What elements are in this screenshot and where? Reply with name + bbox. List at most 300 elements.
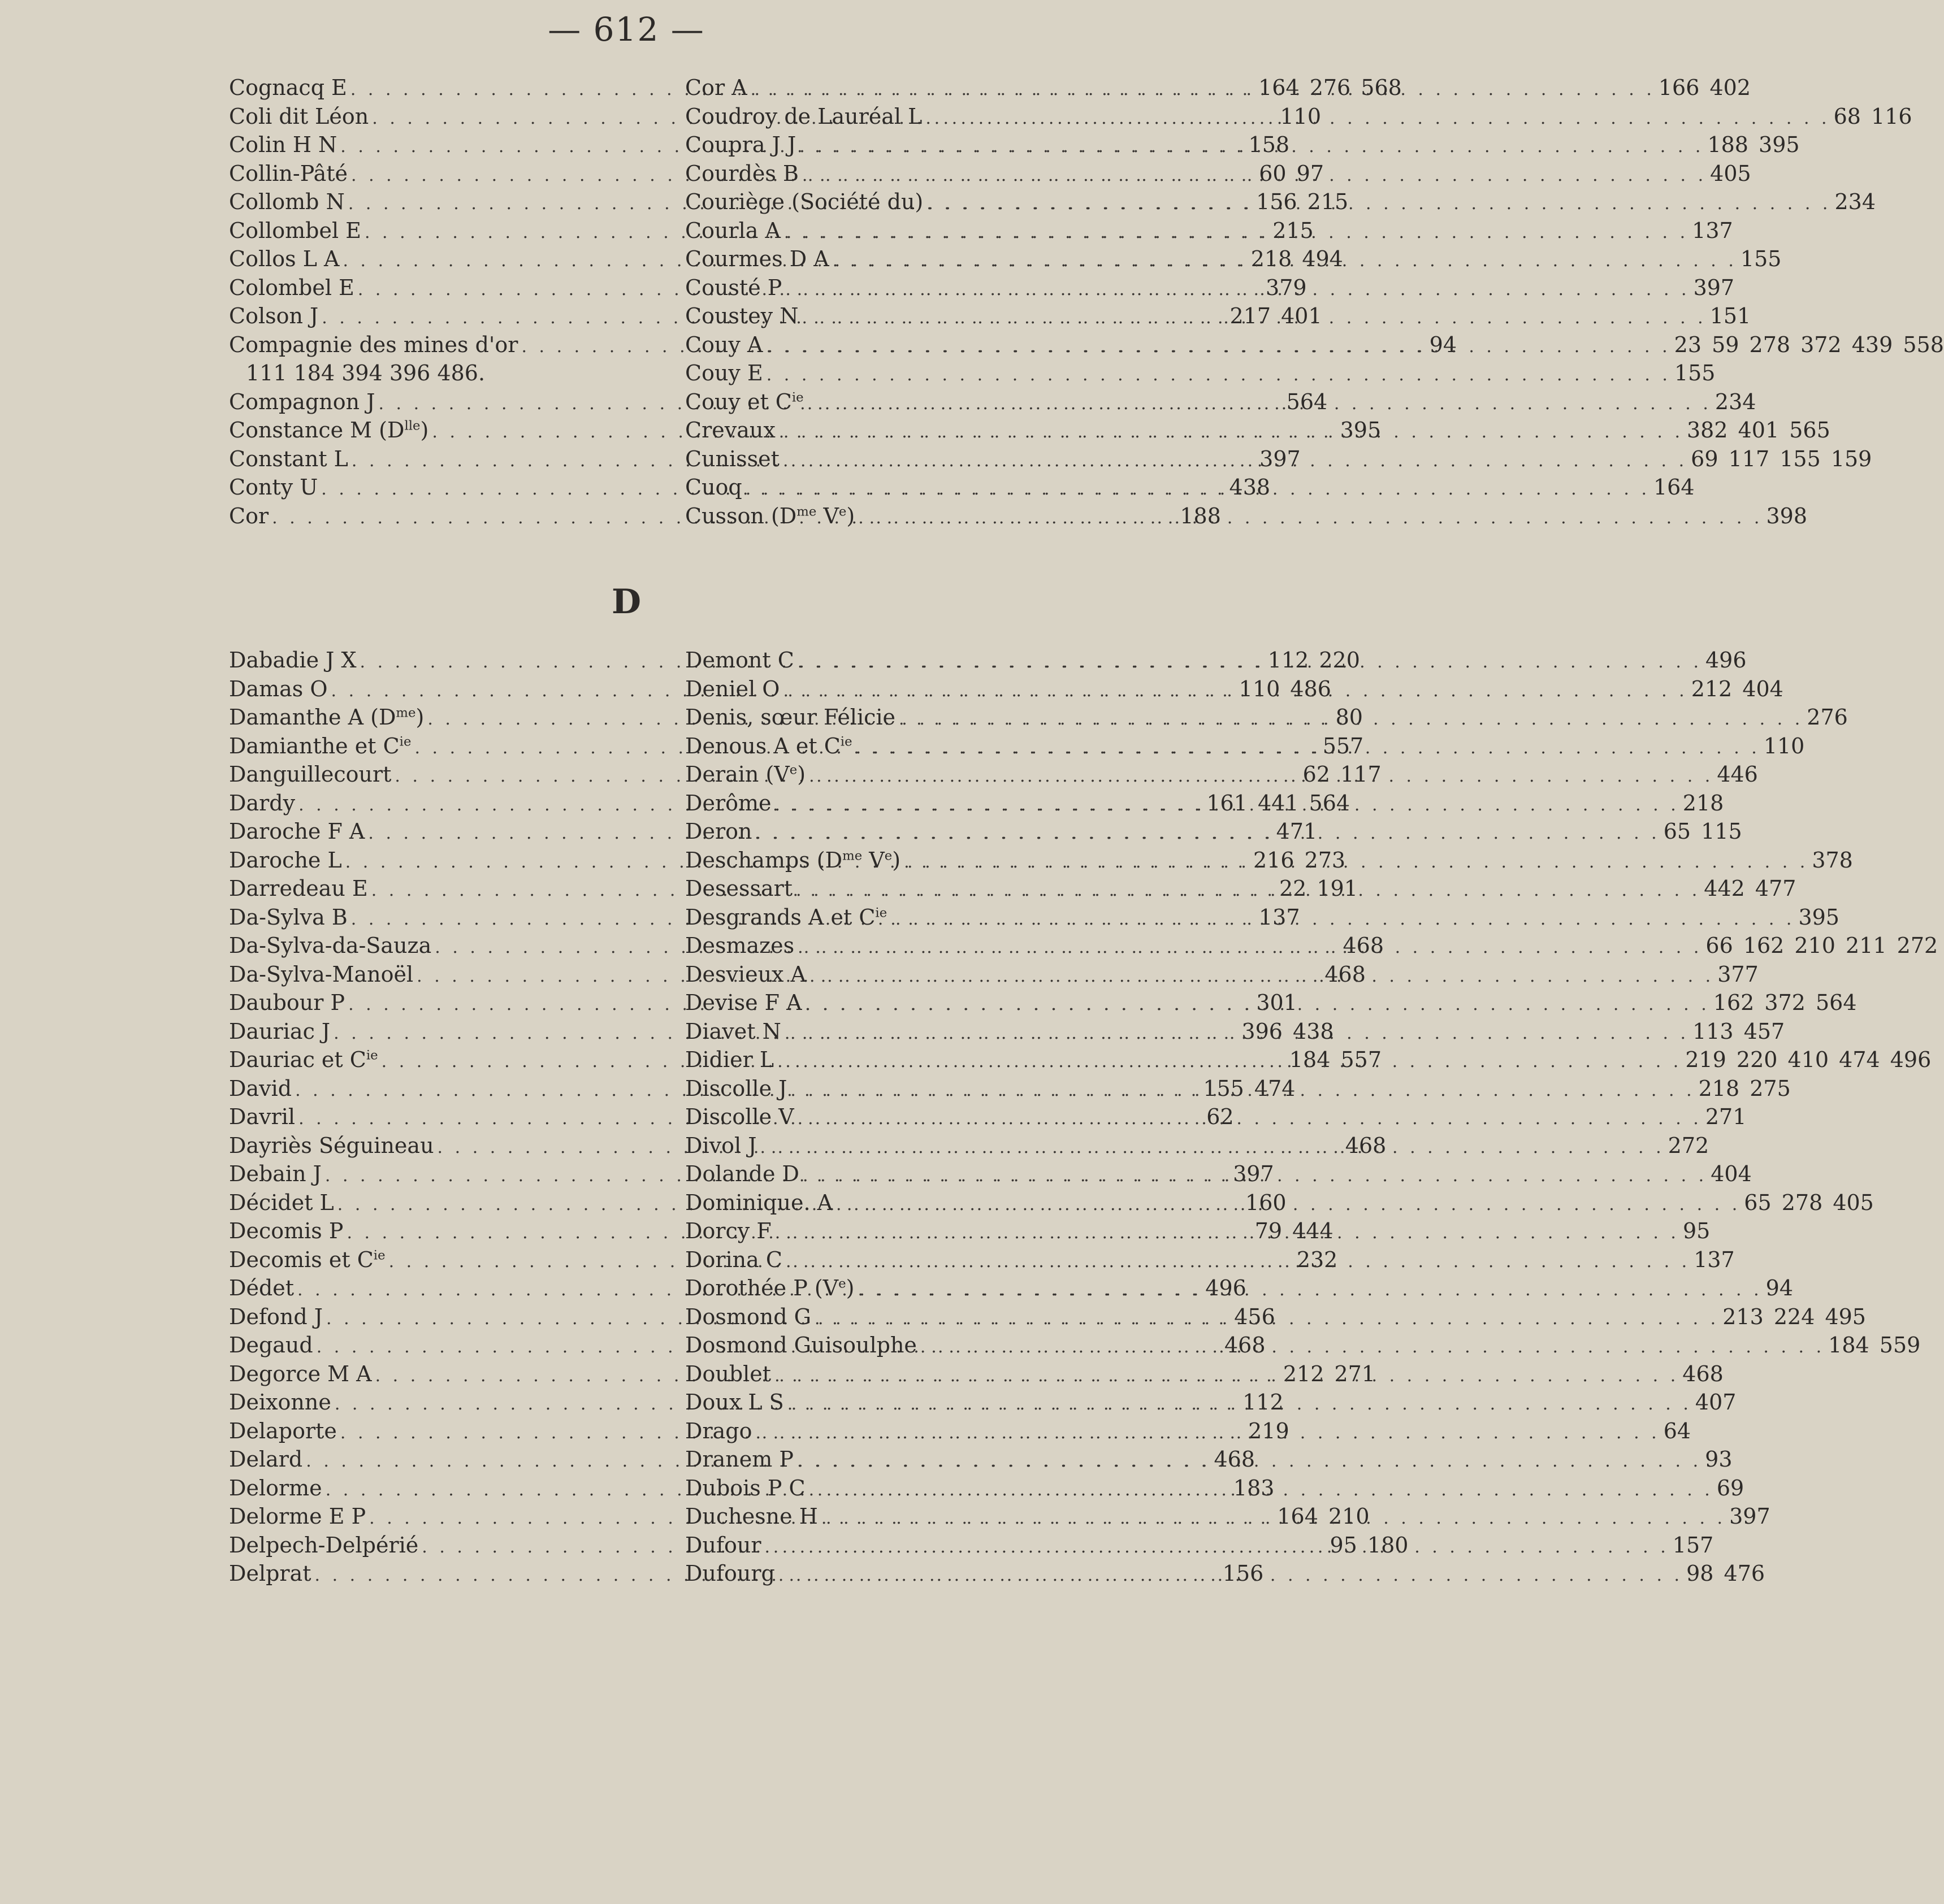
entry-name-text: Degaud: [229, 1333, 313, 1357]
entry-name: [685, 817, 752, 846]
entry-name: [229, 1360, 372, 1389]
entry-pages: 137: [1692, 218, 1733, 243]
entry-name-superscript: me: [796, 504, 817, 519]
entry-name: [229, 874, 368, 903]
entry-pages: 110: [1280, 103, 1322, 129]
entry-pages: 468: [1214, 1447, 1255, 1472]
entry-name: [229, 388, 375, 417]
entry-name-suffix: ): [797, 762, 806, 787]
entry-pages: 65 278 405: [1744, 1190, 1874, 1215]
entry-name-text: Degorce M A: [229, 1361, 372, 1386]
entry-pages: 137: [1258, 904, 1300, 930]
entry-name: [685, 1331, 917, 1360]
entry-name-text: Deixonne: [229, 1390, 331, 1415]
entry-name: [685, 1017, 781, 1046]
entry-pages: 397: [1693, 275, 1735, 300]
entry-name: [685, 131, 796, 159]
entry-name: [229, 1531, 418, 1560]
entry-pages: 215: [1272, 218, 1314, 243]
entry-name-text: Delaporte: [229, 1418, 337, 1443]
entry-name-superscript: ie: [373, 1247, 386, 1263]
entry-pages: 60 97: [1259, 161, 1324, 186]
entry-name-text: Couy et C: [685, 389, 792, 414]
entry-pages: 162 372 564: [1713, 990, 1857, 1015]
entry-name-text: Collomb N: [229, 189, 345, 214]
entry-name-text: Deschamps (D: [685, 847, 843, 873]
entry-name-text: Delorme E P: [229, 1504, 366, 1529]
entry-name-text: Courmes D A: [685, 246, 829, 271]
entry-name-text: Danguillecourt: [229, 762, 392, 787]
entry-name-superscript: ie: [840, 734, 852, 749]
entry-pages: 378: [1812, 847, 1853, 873]
entry-name-text: Courla A: [685, 218, 781, 243]
dot-leader: [802, 162, 1707, 190]
entry-pages: 232: [1296, 1247, 1338, 1272]
dot-leader: [815, 1305, 1719, 1334]
entry-name: [685, 1046, 774, 1074]
entry-name-text: Daubour P: [229, 990, 345, 1015]
entry-name-text: Coupra J J: [685, 132, 796, 157]
entry-name-text: Dosmond Guisoulphe: [685, 1333, 917, 1357]
entry-name: [229, 1131, 434, 1160]
entry-name: [685, 473, 742, 502]
entry-pages: 156 215: [1256, 189, 1349, 214]
entry-name: [685, 102, 922, 131]
entry-pages: 65 115: [1663, 819, 1742, 844]
dot-leader: [785, 1020, 1689, 1048]
entry-name: [685, 789, 772, 818]
entry-pages: 218: [1682, 790, 1724, 816]
entry-pages: 62: [1206, 1104, 1234, 1129]
entry-name-text: Cor A: [685, 75, 747, 100]
entry-pages: 166 402: [1658, 75, 1751, 100]
entry-name: [685, 73, 747, 102]
entry-pages: 219: [1248, 1418, 1289, 1443]
entry-name: [229, 817, 365, 846]
entry-name-text: Damianthe et C: [229, 733, 400, 758]
entry-name-superscript: ie: [875, 905, 887, 920]
entry-pages: 438: [1229, 475, 1271, 500]
entry-pages: 218 494: [1250, 246, 1343, 271]
entry-pages: 217 401: [1229, 303, 1322, 328]
entry-name-text: David: [229, 1075, 292, 1101]
entry-name: [229, 1331, 313, 1360]
entry-pages: 272: [1668, 1133, 1709, 1158]
entry-pages: 69 117 155 159: [1691, 446, 1872, 471]
entry-name: [229, 1388, 331, 1417]
dot-leader: [833, 247, 1737, 276]
entry-name-text: Drago: [685, 1418, 752, 1443]
dot-leader: [899, 705, 1803, 734]
entry-name-text: Desgrands A et C: [685, 904, 876, 930]
entry-name-text: Desvieux A: [685, 961, 806, 987]
entry-pages: 80: [1335, 705, 1363, 730]
entry-name-text: Dubois P C: [685, 1475, 806, 1500]
entry-name: [229, 1445, 302, 1474]
entry-pages: 468: [1343, 933, 1384, 958]
entry-name-text: Dorcy F: [685, 1218, 772, 1243]
entry-name: [229, 416, 428, 445]
entry-name-text: Colson J: [229, 303, 319, 328]
dot-leader: [798, 934, 1702, 962]
entry-name: [685, 388, 804, 417]
entry-name-text: Collombel E: [229, 218, 361, 243]
entry-name-suffix: V: [862, 847, 885, 873]
entry-name: [685, 1103, 794, 1131]
entry-name-text: Damanthe A (D: [229, 705, 396, 730]
dot-leader: [767, 361, 1671, 390]
entry-pages: 398: [1766, 503, 1808, 528]
entry-pages: 156: [1222, 1561, 1264, 1586]
entry-pages: 64: [1663, 1418, 1691, 1443]
entry-name-text: Crevaux: [685, 418, 776, 443]
entry-name: [229, 102, 369, 131]
entry-name-text: Desessart: [685, 876, 793, 901]
entry-pages: 397: [1259, 446, 1301, 471]
entry-pages: 137: [1694, 1247, 1735, 1272]
entry-pages: 407: [1695, 1390, 1737, 1415]
entry-name-text: Divol J: [685, 1133, 757, 1158]
entry-pages: 93: [1705, 1447, 1733, 1472]
entry-name: [229, 1074, 292, 1103]
entry-name-text: Conty U: [229, 475, 318, 500]
entry-name-suffix: ): [846, 503, 855, 528]
entry-name-text: Decomis et C: [229, 1247, 374, 1272]
entry-name-text: Cuoq: [685, 475, 742, 500]
entry-name-text: Collos L A: [229, 246, 340, 271]
entry-name: [229, 302, 318, 331]
entry-pages: 471: [1276, 819, 1318, 844]
entry-name-text: Compagnie des mines d'or: [229, 332, 518, 357]
entry-name-superscript: e: [838, 504, 847, 519]
entry-name-text: Dayriès Séguineau: [229, 1133, 434, 1158]
entry-pages: 405: [1710, 161, 1751, 186]
entry-name-text: Derôme: [685, 790, 772, 816]
entry-name-superscript: e: [884, 848, 893, 863]
entry-name: [229, 159, 348, 188]
dot-leader: [802, 304, 1706, 333]
entry-name: [685, 245, 829, 274]
dot-leader: [798, 1105, 1702, 1134]
entry-name-text: Cor: [229, 503, 269, 528]
entry-pages: 62 117: [1302, 762, 1382, 787]
entry-name: [229, 988, 345, 1017]
dot-leader: [926, 190, 1831, 219]
entry-name-text: Da-Sylva B: [229, 904, 348, 930]
entry-name: [229, 732, 411, 761]
entry-name-text: Colin H N: [229, 132, 337, 157]
entry-name: [685, 1160, 799, 1189]
entry-name: [685, 1189, 833, 1217]
entry-name-text: Cusson (D: [685, 503, 797, 528]
entry-name-text: Discolle J: [685, 1075, 787, 1101]
entry-name-text: Colombel E: [229, 275, 354, 300]
entry-name: [229, 502, 269, 531]
dot-leader: [787, 1390, 1692, 1419]
entry-pages: 557: [1322, 733, 1364, 758]
entry-name-text: Damas O: [229, 676, 328, 701]
entry-name-text: Coudroy de Lauréal L: [685, 103, 923, 129]
entry-name: [685, 445, 780, 474]
entry-name: [229, 188, 345, 216]
entry-name: [229, 675, 328, 704]
section-letter: D: [611, 582, 642, 622]
entry-name: [685, 675, 780, 704]
entry-name: [685, 1131, 756, 1160]
entry-name-text: Cunisset: [685, 446, 780, 471]
entry-name: [229, 1103, 295, 1131]
dot-leader: [775, 791, 1679, 820]
entry-pages: 442 477: [1704, 876, 1796, 901]
entry-pages: 188: [1180, 503, 1221, 528]
entry-pages: 113 457: [1692, 1018, 1785, 1044]
dot-leader: [783, 447, 1687, 476]
entry-name-text: Compagnon J: [229, 389, 375, 414]
entry-name-text: Delpech-Delpérié: [229, 1532, 419, 1558]
entry-pages: 377: [1717, 961, 1759, 987]
entry-pages: 218 275: [1698, 1075, 1791, 1101]
entry-pages: 79 444: [1254, 1218, 1333, 1243]
entry-name: [229, 1160, 322, 1189]
entry-name: [685, 359, 763, 388]
entry-name: [685, 760, 806, 789]
entry-pages: 95 180: [1330, 1532, 1409, 1558]
entry-pages: 69: [1716, 1475, 1744, 1500]
entry-pages: 110 486: [1239, 676, 1331, 701]
entry-name: [229, 789, 295, 818]
entry-name-text: Deron: [685, 819, 752, 844]
dot-leader: [803, 1162, 1707, 1191]
entry-pages: 112: [1242, 1390, 1284, 1415]
entry-name: [685, 1388, 784, 1417]
dot-leader: [799, 133, 1704, 162]
dot-leader: [775, 1219, 1679, 1248]
dot-leader: [796, 877, 1700, 905]
entry-name-superscript: ie: [399, 734, 412, 749]
entry-name: [229, 216, 361, 245]
entry-pages: 271: [1705, 1104, 1747, 1129]
dot-leader: [858, 504, 1763, 533]
entry-name: [685, 1360, 771, 1389]
entry-pages: 468: [1345, 1133, 1387, 1158]
dot-leader: [806, 991, 1710, 1020]
entry-name: [229, 1474, 322, 1503]
entry-name-text: Doublet: [685, 1361, 772, 1386]
dot-leader: [785, 276, 1690, 305]
entry-name-text: Cognacq E: [229, 75, 347, 100]
entry-name: [685, 416, 776, 445]
entry-name: [685, 1502, 818, 1531]
entry-name: [685, 1445, 794, 1474]
dot-leader: [786, 1248, 1690, 1277]
entry-name: [685, 216, 781, 245]
entry-name: [229, 331, 518, 359]
entry-name: [229, 73, 347, 102]
entry-pages: 213 224 495: [1722, 1304, 1866, 1329]
dot-leader: [760, 1134, 1664, 1163]
entry-name: [685, 1217, 772, 1246]
dot-leader: [836, 1191, 1740, 1220]
entry-pages: 276: [1807, 705, 1848, 730]
entry-pages: 188 395: [1707, 132, 1800, 157]
entry-name: [229, 960, 413, 989]
dot-leader: [807, 390, 1712, 419]
entry-name-text: Doux L S: [685, 1390, 784, 1415]
dot-leader: [797, 1447, 1701, 1476]
dot-leader: [755, 819, 1660, 848]
entry-pages: 155: [1740, 246, 1782, 271]
entry-name-text: Decomis P: [229, 1218, 344, 1243]
dot-leader: [798, 648, 1702, 677]
entry-name: [246, 359, 485, 388]
entry-pages: 112 220: [1267, 648, 1360, 673]
entry-name-suffix: V: [816, 503, 839, 528]
entry-name-text: Coustey N: [685, 303, 799, 328]
index-entry: [685, 359, 1716, 388]
entry-pages: 468: [1224, 1333, 1266, 1357]
entry-pages: 212 271: [1283, 1361, 1375, 1386]
entry-name-superscript: e: [789, 762, 798, 778]
entry-name: [685, 331, 763, 359]
entry-pages: 397: [1729, 1504, 1770, 1529]
entry-name: [685, 646, 794, 675]
entry-pages: 379: [1266, 275, 1307, 300]
entry-pages: 110: [1763, 733, 1805, 758]
entry-name: [685, 1417, 752, 1446]
dot-leader: [925, 105, 1830, 133]
entry-name-text: Darredeau E: [229, 876, 368, 901]
entry-pages: 395: [1340, 418, 1382, 443]
entry-pages: 164: [1653, 475, 1695, 500]
dot-leader: [774, 1362, 1679, 1391]
entry-pages: 155 474: [1203, 1075, 1296, 1101]
entry-name: [685, 159, 799, 188]
entry-name: [685, 903, 887, 932]
entry-pages: 404: [1711, 1161, 1752, 1186]
entry-name: [229, 1417, 337, 1446]
dot-leader: [778, 1562, 1683, 1590]
entry-name: [685, 502, 855, 531]
entry-name: [685, 1274, 854, 1303]
dot-leader: [756, 1419, 1660, 1448]
entry-name-text: Dranem P: [685, 1447, 794, 1472]
entry-name: [685, 1074, 787, 1103]
entry-name: [229, 1559, 311, 1588]
dot-leader: [809, 1476, 1713, 1505]
dot-leader: [790, 1077, 1695, 1105]
entry-name-text: Delprat: [229, 1561, 311, 1586]
entry-name-text: Collin-Pâté: [229, 161, 348, 186]
dot-leader: [920, 1333, 1825, 1362]
entry-pages: 164 210: [1277, 1504, 1370, 1529]
entry-name: [229, 274, 354, 302]
entry-name: [685, 188, 923, 216]
entry-name: [229, 646, 357, 675]
entry-name-text: Da-Sylva-da-Sauza: [229, 933, 432, 958]
entry-name: [685, 703, 895, 732]
dot-leader: [783, 677, 1687, 706]
entry-name-text: Dabadie J X: [229, 648, 357, 673]
entry-pages: 397: [1233, 1161, 1274, 1186]
entry-pages: 68 116: [1833, 103, 1912, 129]
dot-leader: [904, 848, 1808, 877]
entry-pages: 98 476: [1686, 1561, 1765, 1586]
entry-name: [229, 1046, 378, 1074]
entry-name-text: Delorme: [229, 1475, 322, 1500]
entry-pages: 158: [1248, 132, 1290, 157]
entry-pages: 160: [1245, 1190, 1287, 1215]
entry-pages: 184 557: [1289, 1047, 1382, 1072]
entry-pages: 219 220 410 474 496: [1685, 1047, 1932, 1072]
entry-name-suffix: ): [415, 705, 425, 730]
entry-name-text: Debain J: [229, 1161, 322, 1186]
entry-name-superscript: lle: [404, 418, 421, 433]
entry-name-text: Dorina C: [685, 1247, 782, 1272]
entry-name-text: Discolle V: [685, 1104, 794, 1129]
entry-pages: 22 191: [1279, 876, 1358, 901]
entry-pages: 212 404: [1691, 676, 1783, 701]
dot-leader: [765, 1533, 1669, 1562]
entry-name-suffix: ): [892, 847, 901, 873]
entry-name: [685, 302, 798, 331]
entry-pages: 234: [1834, 189, 1876, 214]
entry-pages: 564: [1286, 389, 1328, 414]
entry-name-superscript: e: [838, 1276, 846, 1291]
entry-name: [229, 445, 348, 474]
entry-name-superscript: me: [842, 848, 863, 863]
page-number: — 612 —: [548, 10, 705, 49]
entry-name-suffix: ): [846, 1276, 855, 1300]
entry-name-text: Delard: [229, 1447, 303, 1472]
entry-pages: 496: [1205, 1276, 1246, 1300]
entry-name-text: Constant L: [229, 446, 348, 471]
entry-name-text: Dufour: [685, 1532, 761, 1558]
entry-name: [685, 732, 852, 761]
entry-name: [685, 960, 806, 989]
entry-name-text: Cousté P: [685, 275, 782, 300]
entry-name-text: Da-Sylva-Manoël: [229, 961, 414, 987]
entry-name-superscript: ie: [366, 1048, 378, 1063]
entry-pages: 468: [1682, 1361, 1724, 1386]
entry-name-suffix: ): [420, 418, 429, 443]
entry-name-superscript: me: [396, 705, 416, 721]
entry-name-text: Demont C: [685, 648, 794, 673]
entry-pages: 94: [1765, 1276, 1794, 1300]
entry-name-text: Derain (V: [685, 762, 790, 787]
entry-name: [685, 874, 793, 903]
entry-name: [229, 1189, 334, 1217]
entry-name-text: Couy A: [685, 332, 763, 357]
entry-pages: 396 438: [1241, 1018, 1334, 1044]
entry-name-text: Diavet N: [685, 1018, 781, 1044]
dot-leader: [856, 734, 1760, 763]
entry-name-text: Devise F A: [685, 990, 802, 1015]
entry-name-text: Décidet L: [229, 1190, 334, 1215]
entry-pages: 216 273: [1253, 847, 1346, 873]
entry-name-text: Desmazes: [685, 933, 795, 958]
entry-name: [229, 1217, 343, 1246]
entry-name: [229, 703, 424, 732]
dot-leader: [746, 475, 1650, 504]
entry-name: [229, 245, 339, 274]
entry-name: [229, 1274, 294, 1303]
dot-leader: [858, 1276, 1762, 1305]
dot-leader: [809, 962, 1714, 991]
dot-leader: [809, 762, 1713, 791]
index-entry: [229, 359, 663, 388]
dot-leader: [821, 1504, 1726, 1533]
entry-name-text: Dufourg: [685, 1561, 775, 1586]
